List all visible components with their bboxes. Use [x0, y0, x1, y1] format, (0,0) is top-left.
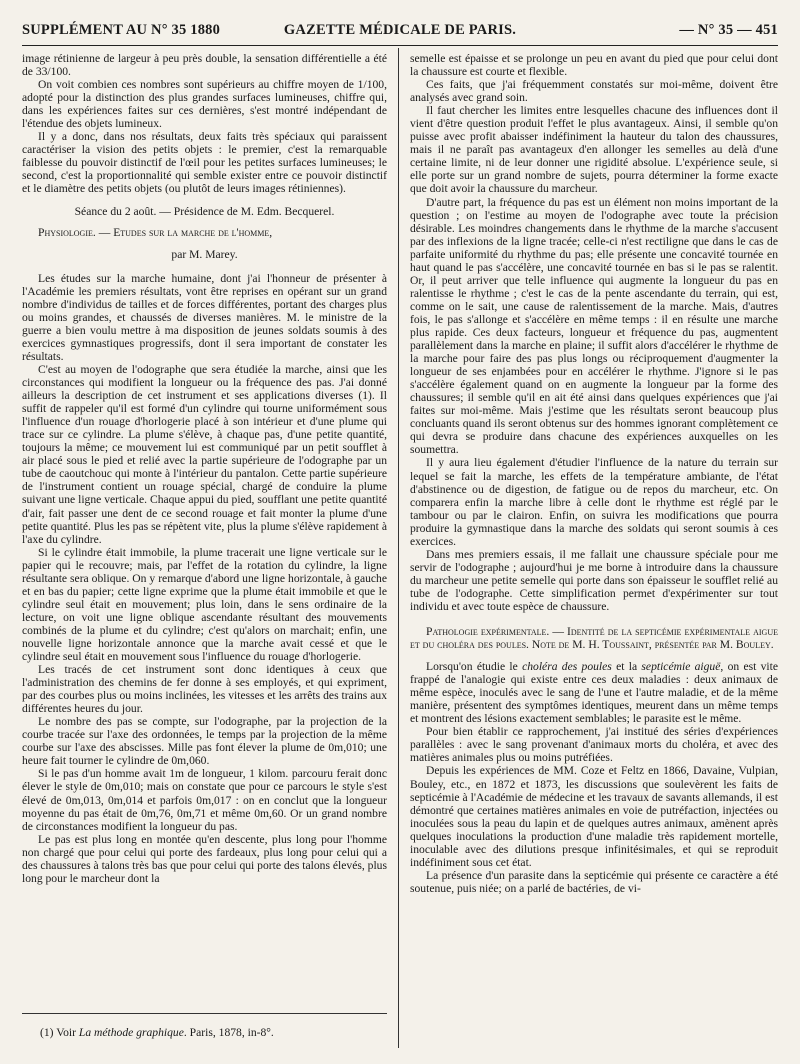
paragraph: Les études sur la marche humaine, dont j'ai l'honneur de présenter à l'Académie les premiers résultats, vont être reprises en opérant sur un grand nombre d'individus de tailles et de forces différentes, portant des charges plus ou moins grandes, et chaussés de diverses manières. M. le ministre de la guerre a bien voulu mettre à ma disposition de jeunes soldats soumis à des exercices gymnastiques progressifs, dont il sera important de constater les résultats. [22, 271, 387, 363]
section-title: — Etudes sur la marche de l'homme, [95, 225, 273, 239]
column-divider [398, 48, 399, 1048]
paragraph: Le pas est plus long en montée qu'en descente, plus long pour l'homme non chargé que pour celui qui porte des fardeaux, plus long pour celui qui a des chaussures à talons très bas que pour celui qui porte des talons élevés, plus long pour le marcheur dont la [22, 832, 387, 885]
right-column [410, 52, 778, 895]
seance-heading: Séance du 2 août. — Présidence de M. Edm. Becquerel. [74, 204, 335, 218]
paragraph: Si le pas d'un homme avait 1m de longueur, 1 kilom. parcouru ferait donc élever le style de 0m,010; mais on constate que pour ce parcours le style s'est élevé de 0m,013, 0m,014 et parfois 0m,017 : on en conclut que la longueur moyenne du pas était de 0m,76, 0m,71 et même 0m,60. Or un grand nombre de circonstances modifient la longueur du pas. [22, 767, 387, 833]
italic-term: septicémie aiguë [641, 660, 721, 674]
paragraph: Dans mes premiers essais, il me fallait une chaussure spéciale pour me servir de l'odographe ; aujourd'hui je me borne à introduire dans la chaussure du marcheur une petite semelle qui porte dans son épaisseur le soufflet relié au tube de l'odographe. Cette simplification permet d'expérimenter sur tout individu et avec toute espèce de chaussure. [410, 547, 778, 613]
header-title: GAZETTE MÉDICALE DE PARIS. [283, 22, 517, 38]
paragraph: Il faut chercher les limites entre lesquelles chacune des influences dont il vient d'être question produit l'effet le plus avantageux. Ainsi, il semble qu'on puisse avec profit abaisser indéfiniment la hauteur du talon des chaussures, mais il ne paraît pas avantageux d'en allonger les semelles au delà d'une certaine limite, ni de leur donner une rigidité absolue. L'expérience seule, si elle porte sur un grand nombre de sujets, pourra déterminer la forme exacte que doit avoir la chaussure du marcheur. [410, 104, 778, 196]
paragraph [410, 660, 778, 725]
header-rule [22, 45, 778, 46]
paragraph: C'est au moyen de l'odographe que sera étudiée la marche, ainsi que les circonstances qui modifient la longueur ou la fréquence des pas. J'ai donné ailleurs la description de cet instrument et ses applications diverses (1). Il suffit de rappeler qu'il est formé d'un cylindre qui tourne uniformément sous l'influence d'un rouage d'horlogerie placé à son intérieur et d'une plume qui trace sur ce cylindre. La plume s'élève, à chaque pas, d'une petite quantité, toujours la même; ce mouvement lui est communiqué par un petit soufflet à air placé sous le pied et relié avec la partie supérieure de l'odographe par un tube de caoutchouc qui monte à l'intérieur du pantalon. Cette partie supérieure de l'instrument contient un rouage spécial, chargé de conduire la plume suivant une ligne verticale. Chaque appui du pied, soufflant une petite quantité d'air, fait passer une dent de ce second rouage et fait monter la plume d'une petite quantité. Plus les pas se répètent vite, plus la plume s'élève rapidement à l'axe du cylindre. [22, 362, 387, 546]
footnote [40, 1026, 274, 1039]
paragraph: Il y aura lieu également d'étudier l'influence de la nature du terrain sur lequel se fait la marche, les effets de la température ambiante, de l'état d'abstinence ou de digestion, de fatigue ou de repos du marcheur, etc. On comparera enfin la marche libre à celle dont le rhythme est réglé par le tambour ou par le clairon. Enfin, on suivra les modifications que pourra produire la gymnastique dans la marche des soldats qui seront soumis à ces exercices. [410, 456, 778, 548]
paragraph: Le nombre des pas se compte, sur l'odographe, par la projection de la courbe tracée sur l'axe des ordonnées, le temps par la projection de la même courbe sur l'axe des abscisses. Mille pas font élever la plume de 0m,010; une heure fait tourner le cylindre de 0m,060. [22, 715, 387, 768]
italic-term: choléra des poules [522, 660, 612, 674]
paragraph: Les tracés de cet instrument sont donc identiques à ceux que l'administration des chemins de fer donne à ses employés, et qui expriment, par des courbes plus ou moins inclinées, les vitesses et les arrêts des trains aux différentes heures du jour. [22, 663, 387, 716]
text-run: , on est vite frappé de l'analogie qui existe entre ces deux maladies : deux animaux de même espèce, inoculés avec le sang de l'une et l'autre maladie, et de la même manière, présentent des symptômes identiques, meurent dans un même temps et montrent des lésions exactement semblables; le parasite est le même. [410, 660, 779, 726]
section-label: Pathologie expérimentale. [426, 625, 550, 639]
footnote-rule [22, 1013, 387, 1014]
text-run: Lorsqu'on étudie le [426, 660, 523, 674]
paragraph: Pour bien établir ce rapprochement, j'ai institué des séries d'expériences parallèles : avec le sang provenant d'animaux morts du choléra, et avec des matières animales plus ou moins putréfiées. [410, 725, 778, 765]
footnote-title: La méthode graphique [78, 1026, 184, 1039]
section-author: par M. Marey. [171, 247, 238, 261]
section-heading [22, 226, 387, 239]
paragraph: D'autre part, la fréquence du pas est un élément non moins important de la question ; on l'estime au moyen de l'odographe avec toute la précision désirable. Les moindres changements dans le rhythme de la marche s'accusent par des inflexions de la ligne tracée; celle-ci n'est rectiligne que dans le cas de parfaite uniformité du rhythme du pas; elle présente une concavité tournée en haut quand le pas s'accélère, une concavité tournée en bas si le pas se ralentit. Or, il peut arriver que telle influence qui augmente la longueur du pas en ralentisse le rhythme ; c'est le cas de la pente ascendante du terrain, qui est, comme on le sait, une cause de ralentissement de la marche. Mais, d'autres fois, le pas s'allonge et s'accélère en même temps : il en résulte une marche plus rapide. Ces deux facteurs, longueur et fréquence du pas, augmentent parallèlement dans la marche en plaine; il suffit alors d'accélérer le rhythme de la marche pour faire des pas plus longs ou réciproquement d'augmenter la longueur de ses enjambées pour en accélérer le rhythme. J'ignore si le pas s'accélère également quand on en augmente la longueur par la forme des chaussures; il semble qu'il en ait été ainsi dans quelques expériences que j'ai faites sur moi-même. Mais j'estime que les résultats seront beaucoup plus concluants quand ils seront obtenus sur des hommes ignorant complètement ce qui devra se produire dans chacune des expériences auxquelles on les soumettra. [410, 195, 778, 457]
paragraph: Ces faits, que j'ai fréquemment constatés sur moi-même, doivent être analysés avec grand soin. [410, 78, 778, 105]
footnote-text: (1) Voir [40, 1026, 79, 1039]
paragraph: On voit combien ces nombres sont supérieurs au chiffre moyen de 1/100, adopté pour la distinction des plus grandes surfaces lumineuses, chiffre qui, dans les expériences faites sur ces dernières, s'est montré indépendant de l'étendue des objets lumineux. [22, 78, 387, 131]
page-header [22, 22, 778, 42]
section-label: Physiologie. [38, 225, 96, 239]
footnote-text: . Paris, 1878, in-8°. [183, 1026, 274, 1039]
paragraph: semelle est épaisse et se prolonge un peu en avant du pied que pour celui dont la chaussure est courte et flexible. [410, 52, 778, 79]
paragraph: Depuis les expériences de MM. Coze et Feltz en 1866, Davaine, Vulpian, Bouley, etc., en 1872 et 1873, les discussions que soulevèrent les faits de septicémie à l'Académie de médecine et les travaux de savants allemands, il est démontré que certaines matières animales en voie de putréfaction, injectées ou inoculées sous la peau du lapin et de quelques autres animaux, amènent après quelques inoculations la production d'une maladie très rapidement mortelle, inoculable avec des dilutions presque infinitésimales, et qui se reproduit indéfiniment sous cet état. [410, 764, 778, 869]
paragraph: Si le cylindre était immobile, la plume tracerait une ligne verticale sur le papier qui le recouvre; mais, par l'effet de la rotation du cylindre, la ligne résultante sera oblique. On y remarque d'abord une ligne horizontale, à gauche et en bas du papier; cette ligne exprime que la plume était immobile et que le cylindre seul était en mouvement; plus loin, dans le sens ordinaire de la lecture, on voit une ligne oblique ascendante résultant des mouvements combinés de la plume et du cylindre; c'est qu'alors on marchait; enfin, une nouvelle ligne horizontale annonce que la marche avait cessé et que le cylindre seul était en mouvement sous l'influence du rouage d'horlogerie. [22, 545, 387, 664]
left-column [22, 52, 387, 885]
section-title: — Identité de la septicémie expérimentale aigue et du choléra des poules. Note de M. H. Toussaint, présentée par M. Bouley. [410, 625, 778, 652]
text-run: et la [611, 660, 642, 674]
header-left: SUPPLÉMENT AU N° 35 1880 [22, 22, 221, 38]
paragraph: Il y a donc, dans nos résultats, deux faits très spéciaux qui paraissent caractériser la vision des petits objets : le premier, c'est la remarquable faiblesse du pouvoir distinctif de l'œil pour les petites surfaces lumineuses; le second, c'est la proportionnalité qui semble exister entre ce pouvoir distinctif et le diamètre des petits objets (ou plutôt de leurs images rétiniennes). [22, 130, 387, 196]
paragraph: La présence d'un parasite dans la septicémie qui présente ce caractère a été soutenue, puis niée; on a parlé de bactéries, de vi- [410, 868, 778, 895]
section-heading [410, 625, 778, 651]
header-page-number: — N° 35 — 451 [679, 22, 778, 38]
paragraph: image rétinienne de largeur à peu près double, la sensation différentielle a été de 33/100. [22, 52, 387, 79]
